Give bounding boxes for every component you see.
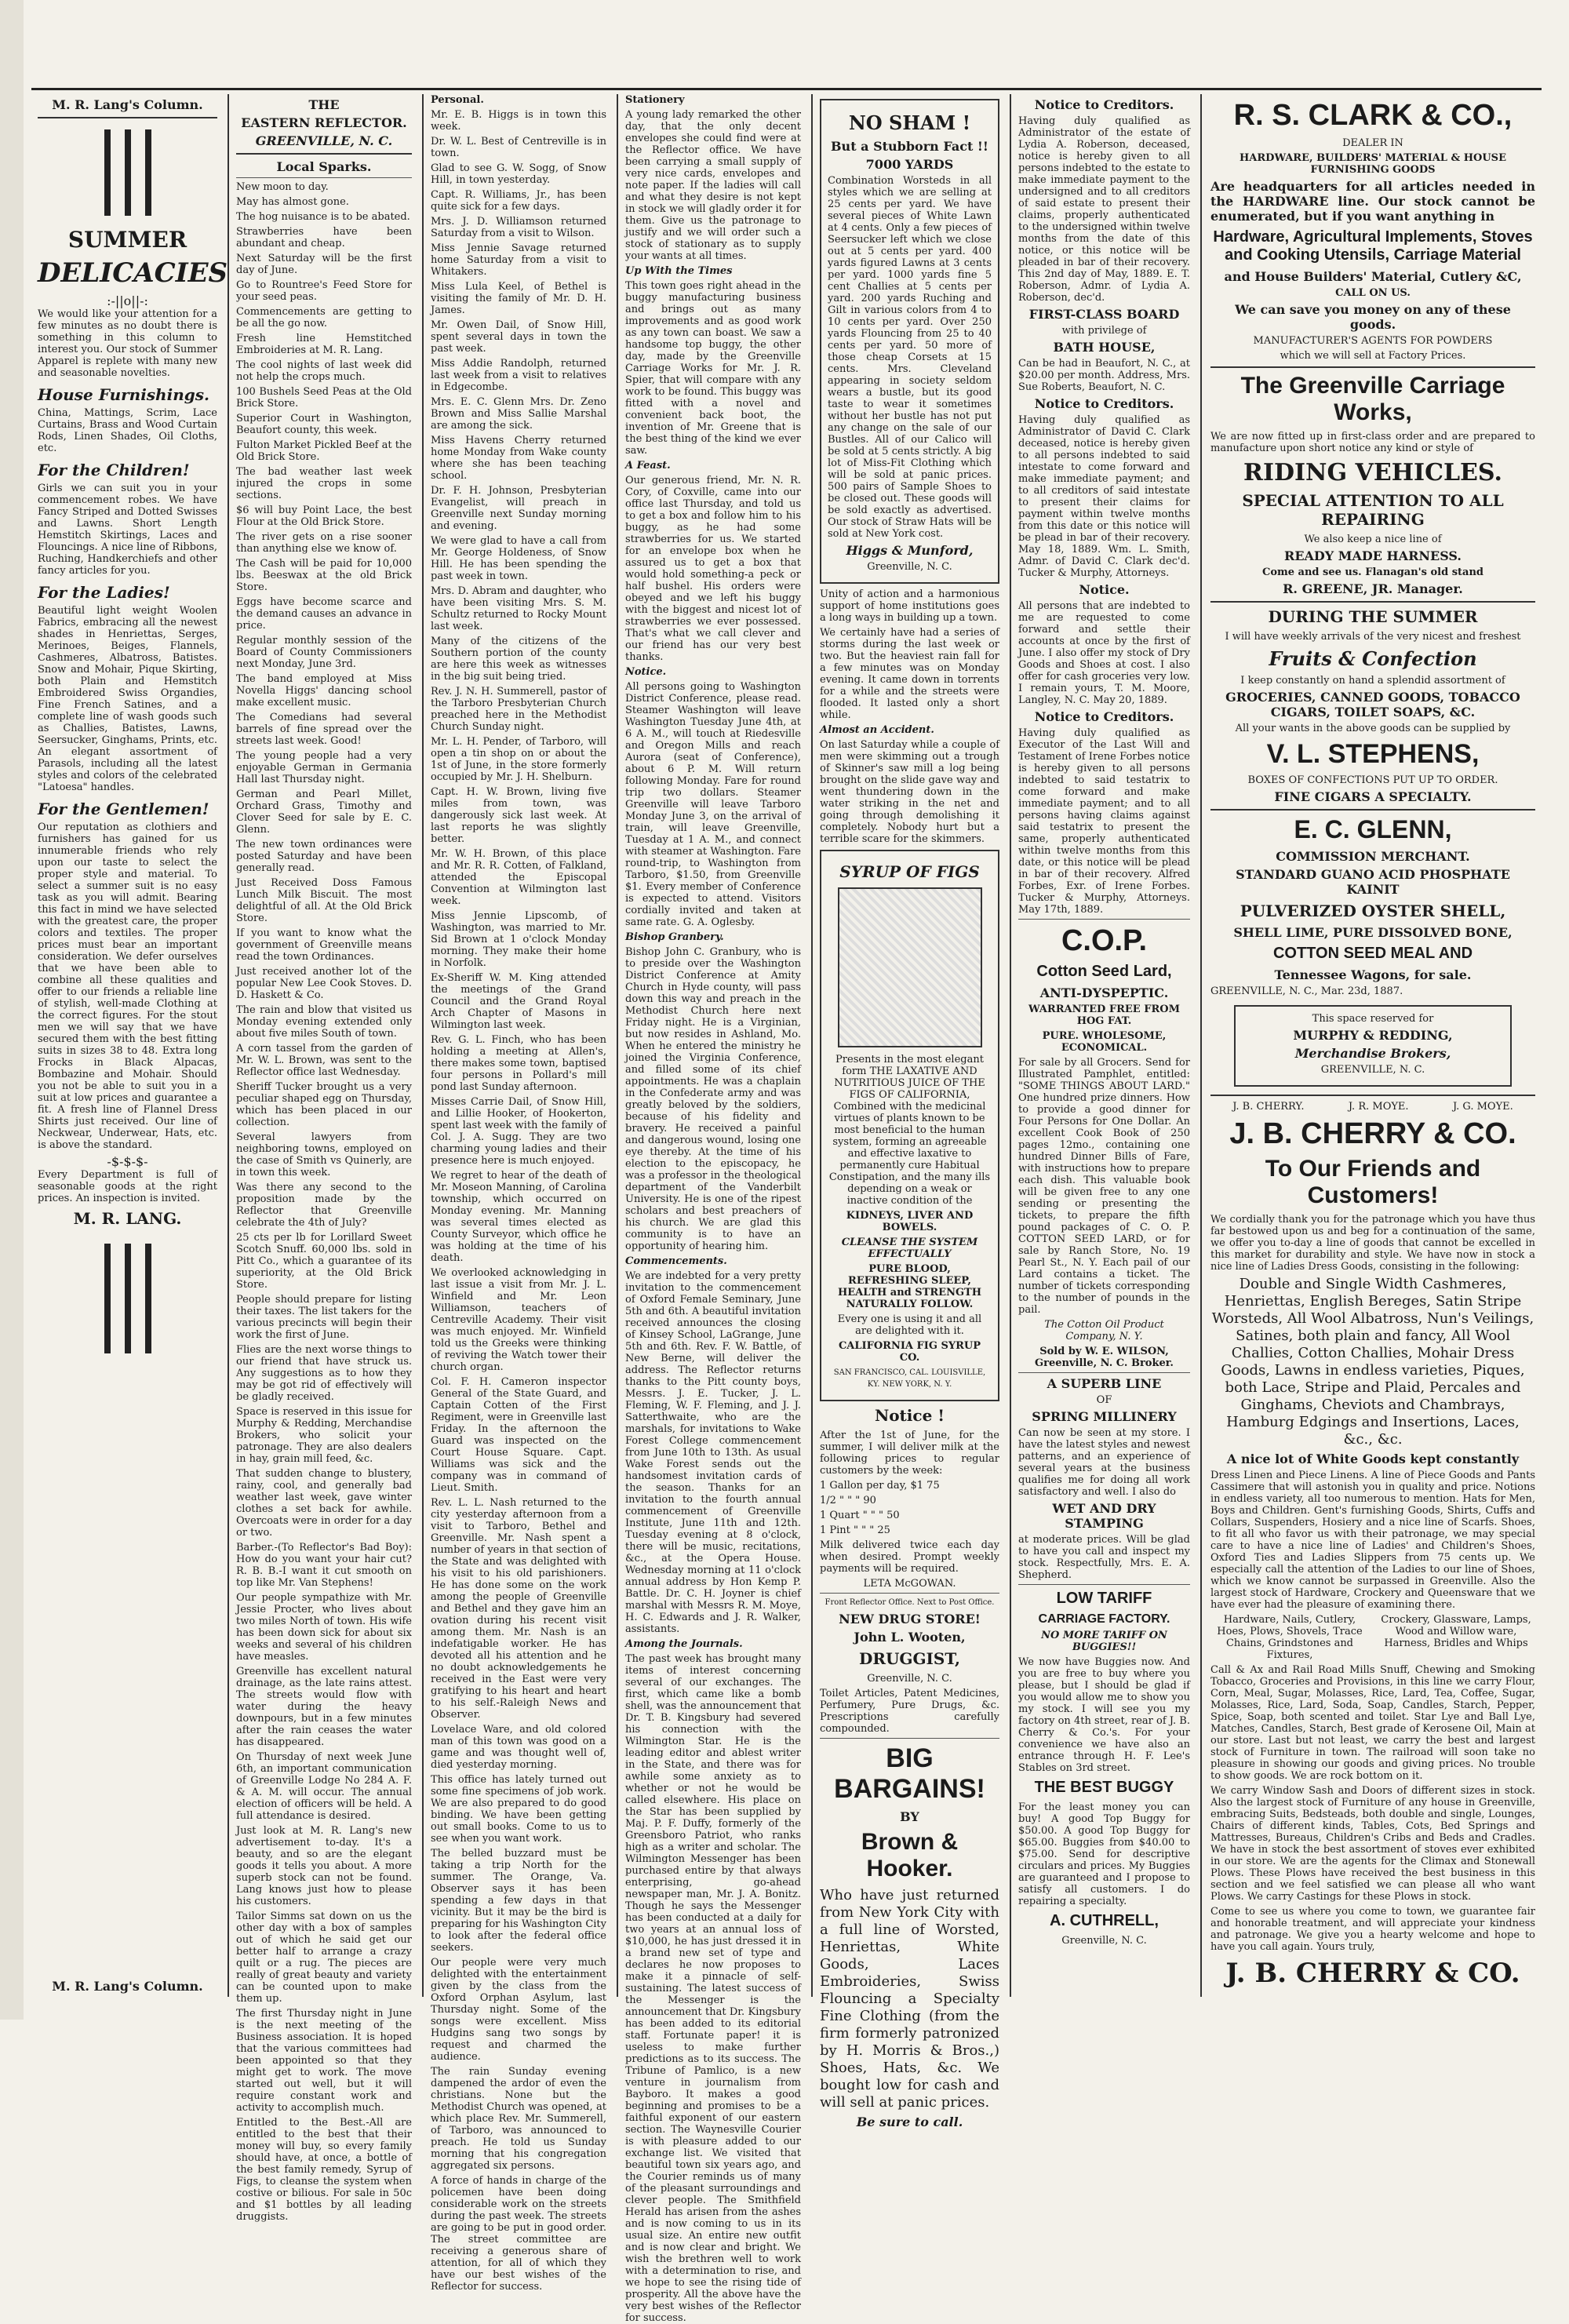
children-text: Girls we can suit you in your commencement robes. We have Fancy Striped and Dotted Swisses and Lawns. Short Length Hemstitch Skirtings, Laces and Flouncings. A nice line of Ribbons, Ruching, Handkerchiefs and other fancy articles for you. <box>38 483 217 577</box>
local-item: The young people had a very enjoyable German in Germania Hall last Thursday night. <box>236 750 412 785</box>
drug-text: Toilet Articles, Patent Medicines, Perfumery, Pure Drugs, &c. Prescriptions carefully compounded. <box>820 1688 999 1735</box>
bb-text: Who have just returned from New York City with a full line of Worsted, Henriettas, White Goods, Laces Embroideries, Swiss Flouncing a Specialty Fine Clothing (from the firm formerly patronized by H. Morris & Bros.,) Shoes, Hats, &c. We bought low for cash and will sell at panic prices. <box>820 1887 999 2111</box>
fruits-title: Fruits & Confection <box>1269 647 1477 670</box>
personal-item: Dr. F. H. Johnson, Presbyterian Evangelist, will preach in Greenville next Sunday morning and evening. <box>431 485 606 532</box>
local-item: Commencements are getting to be all the go now. <box>236 306 412 330</box>
local-item: The bad weather last week injured the crops in some sections. <box>236 466 412 501</box>
personal-item: We were glad to have a call from Mr. George Holdeness, of Snow Hill. He has been spending the past week in town. <box>431 535 606 582</box>
buggy-text: For the least money you can buy! A good Top Buggy for $50.00. A good Top Buggy for $65.00. Buggies from $40.00 to $75.00. Send for descriptive circulars and prices. My Buggies are guaranteed and I propose to satisfy all customers. I do repairing a specialty. <box>1018 1801 1190 1907</box>
decorative-ornament <box>38 129 217 216</box>
summer-title: DURING THE SUMMER <box>1268 607 1478 626</box>
local-item: Was there any second to the proposition made by the Reflector that Greenville celebrate the 4th of July? <box>236 1182 412 1229</box>
vls-title: V. L. STEPHENS, <box>1266 739 1480 769</box>
column-rule <box>1010 94 1011 1997</box>
bb-by: BY <box>900 1809 919 1824</box>
ladies-text: Beautiful light weight Woolen Fabrics, embracing all the newest shades in Henriettas, Serges, Merinoes, Beiges, Flannels, Cashmeres, Albatross, Batistes. Snow and Mohair, Pique Skirting, both Plain and Hemstitch Embroidered Swiss Organdies, Fine French Satines, and a complete line of wash goods such as Challies, Batistes, Lawns, Seersucker, Ginghams, Prints, etc. An elegant assortment of Parasols, including all the latest styles and colors of the celebrated "Latoesa" handles. <box>38 605 217 793</box>
space-line-2: MURPHY & REDDING, <box>1293 1028 1453 1043</box>
ecg-date: GREENVILLE, N. C., Mar. 23d, 1887. <box>1210 985 1403 997</box>
times-text: This town goes right ahead in the buggy manufacturing business and brings out as many improvements and as good work as any town can boast. We saw a handsome top buggy, the other day, made by the Greenville Carriage Works for Mr. J. R. Spier, that will compare with any work to be found. This buggy was fitted with a novel and convenient back boot, the invention of Mr. Greene that is the best thing of the kind we ever saw. <box>625 280 801 457</box>
cop-warr: WARRANTED FREE FROM HOG FAT. <box>1028 1004 1180 1027</box>
divider <box>236 177 412 178</box>
local-item: Fulton Market Pickled Beef at the Old Brick Store. <box>236 439 412 463</box>
personal-item: The rain Sunday evening dampened the ardor of even the christians. None but the Methodist Church was opened, at which place Rev. Mr. Summerell, of Tarboro, was announced to preach. He told us Sunday morning that his congregation aggregated six persons. <box>431 2066 606 2172</box>
drug-title: NEW DRUG STORE! <box>839 1612 981 1626</box>
local-item: Several lawyers from neighboring towns, employed on the case of Smith vs Quinerly, are in town this week. <box>236 1131 412 1178</box>
local-item: 25 cts per lb for Lorillard Sweet Scotch Snuff. 60,000 lbs. sold in Pitt Co., which a guarantee of its superiority, at the Old Brick Store. <box>236 1232 412 1291</box>
syrup-illustration <box>838 887 982 1047</box>
rsc-save: We can save you money on any of these goods. <box>1235 302 1511 332</box>
rsc-price: which we will sell at Factory Prices. <box>1280 350 1466 362</box>
col-ads-c <box>1204 94 1542 1997</box>
local-item: The band employed at Miss Novella Higgs' dancing school make excellent music. <box>236 673 412 708</box>
lang-header: M. R. Lang's Column. <box>52 97 203 112</box>
personal-item: A force of hands in charge of the policemen have been doing considerable work on the streets during the past week. The streets are going to be put in good order. The street committee are receiving a generous share of attention, for all of which they have our best wishes of the Reflector for success. <box>431 2175 606 2293</box>
syrup-cities: SAN FRANCISCO, CAL. LOUISVILLE, KY. NEW YORK, N. Y. <box>833 1368 986 1389</box>
syrup-ad <box>820 850 999 1401</box>
rsc-dealer: DEALER IN <box>1342 137 1403 149</box>
ecg-line-2: PULVERIZED OYSTER SHELL, <box>1240 902 1506 920</box>
groceries-line: GROCERIES, CANNED GOODS, TOBACCO CIGARS, TOILET SOAPS, &C. <box>1225 690 1520 719</box>
drug-name: John L. Wooten, <box>854 1630 966 1645</box>
milk-price-row: 1/2 " " " 90 <box>820 1495 876 1506</box>
bb-title: BIG BARGAINS! <box>834 1743 985 1804</box>
rsc-big: Hardware, Agricultural Implements, Stoves and Cooking Utensils, Carriage Material <box>1213 228 1533 264</box>
gcw-text: We are now fitted up in first-class order and are prepared to manufacture upon short notice any kind or style of <box>1210 431 1535 454</box>
personal-item: Mrs. D. Abram and daughter, who have been visiting Mrs. S. M. Schultz returned to Rocky Mount last week. <box>431 585 606 632</box>
millinery-of: OF <box>1096 1394 1112 1406</box>
creditors2-title: Notice to Creditors. <box>1034 396 1174 411</box>
personal-title: Personal. <box>431 94 484 106</box>
every-dept: Every Department is full of seasonable goods at the right prices. An inspection is invited. <box>38 1169 217 1204</box>
local-item: 100 Bushels Seed Peas at the Old Brick Store. <box>236 386 412 410</box>
gcw-sig: R. GREENE, JR. Manager. <box>1283 581 1463 596</box>
gentlemen-text: Our reputation as clothiers and furnishers has gained for us innumerable friends who rely upon our taste to select the proper style and material. To select a summer suit is no easy task as you will admit. Bearing this fact in mind we have selected with the greatest care, the proper colors and textiles. The proper prices must bear an important consideration. We defer ourselves that we have been able to combine all these qualities and offer to our friends a reliable line of stylish, well-made Clothing at the correct figures. For the stout men we will say that we have secured them with the best fitting suits in sizes 38 to 48. Extra long Frocks in Black Alpacas, Bombazine and Mohair. Should you not be able to suit you in a suit at low prices and guarantee a fit. A fresh line of Flannel Dress Shirts just received. Our line of Neckwear, Underwear, Hats, etc. is above the standard. <box>38 821 217 1151</box>
local-item: People should prepare for listing their taxes. The list takers for the various precincts will begin their work the first of June. <box>236 1294 412 1341</box>
personal-item: Miss Jennie Lipscomb, of Washington, was married to Mr. Sid Brown at 1 o'clock Monday morning. They make their home in Norfolk. <box>431 910 606 969</box>
syrup-kidneys: KIDNEYS, LIVER AND BOWELS. <box>846 1210 974 1233</box>
journals-text: The past week has brought many items of interest concerning several of our exchanges. The first, which came like a bomb shell, was the announcement that Dr. T. B. Kingsbury had severed his connection with the Wilmington Star. He is the leading editor and ablest writer in the State, and there was for awhile some anxiety as to whether or not he would be called elsewhere. His place on the Star has been supplied by Maj. P. F. Duffy, formerly of the Greensboro Patriot, who ranks high as a writer and scholar. The Wilmington Messenger has been purchased entire by that always enterprising, go-ahead newspaper man, Mr. J. A. Bonitz. Though he says the Messenger has been conducted at a daily for two years at an annual loss of $10,000, he has just dressed it in a brand new set of type and declares he now proposes to make it a pinnacle of self-sustaining. The latest success of the Messenger is the announcement that Dr. Kingsbury has been added to its editorial staff. Fortunate paper! it is useless to make further predictions as to its success. The Tribune of Pamlico, is a new venture in journalism from Bayboro. It makes a good beginning and promises to be a faithful exponent of our eastern section. The Waynesville Courier is with pleasure added to our exchange list. We visited that beautiful town six years ago, and the Courier reminds us of many of the pleasant surroundings and clever people. The Smithfield Herald has arisen from the ashes and is now coming to us in its usual size. An entire new outfit and is now clear and bright. We wish the brethren well to work with a determination to rise, and we hope to see the rising tide of prosperity. All the above have the very best wishes of the Reflector for success. <box>625 1653 801 2324</box>
nosham-title: NO SHAM ! <box>848 111 971 134</box>
personal-item: Mrs. J. D. Williamson returned Saturday from a visit to Wilson. <box>431 216 606 239</box>
local-sparks-title: Local Sparks. <box>276 159 372 174</box>
tariff-sub: CARRIAGE FACTORY. <box>1038 1612 1170 1626</box>
local-item: May has almost gone. <box>236 196 349 208</box>
personal-item: We overlooked acknowledging in last issue a visit from Mr. J. L. Winfield and Mr. Leon Williamson, teachers of Centreville Academy. Their visit was much enjoyed. Mr. Winfield told us the Greeks were thinking of reviving the Watch tower their church organ. <box>431 1267 606 1373</box>
milk-price-row: 1 Pint " " " 25 <box>820 1524 890 1536</box>
personal-item: Miss Havens Cherry returned home Monday from Wake county where she has been teaching school. <box>431 435 606 482</box>
board-sub: with privilege of <box>1061 325 1147 337</box>
creditors1-text: Having duly qualified as Administrator of the estate of Lydia A. Roberson, deceased, notice is hereby given to all persons indebted to the estate to make immediate payment to the undersigned and to all creditors of said estate to present their claims, properly authenticated to the undersigned within twelve months from the date of this notice, or this notice will be pleaded in bar of their recovery. This 2nd day of May, 1889. E. T. Roberson, Admr. of Lydia A. Roberson, dec'd. <box>1018 115 1190 304</box>
local-item: A corn tassel from the garden of Mr. W. L. Brown, was sent to the Reflector office last Wednesday. <box>236 1043 412 1078</box>
millinery-wet: WET AND DRY STAMPING <box>1052 1501 1156 1531</box>
millinery-text2: at moderate prices. Will be glad to have you call and inspect my stock. Respectfully, Mrs. E. A. Shepherd. <box>1018 1534 1190 1581</box>
space-line-3: Merchandise Brokers, <box>1294 1046 1451 1061</box>
masthead-the: THE <box>308 97 340 112</box>
storms-text: We certainly have had a series of storms during the last week or two. But the heaviest rain fall for a few minutes was on Monday evening. It came down in torrents for a while and the streets were flooded. It lasted only a short while. <box>820 627 999 721</box>
personal-item: Rev. L. L. Nash returned to the city yesterday afternoon from a visit to Tarboro, Bethel and Greenville. Mr. Nash spent a number of years in that section of the State and was delighted with his visit to his old parishioners. He has done some on the work among the people of Greenville and Bethel and they gave him an ovation during his recent visit among them. Mr. Nash is an indefatigable worker. He has devoted all his attention and he no doubt acknowledgements he received in the East were very gratifying to his heart and heart to his self.-Raleigh News and Observer. <box>431 1497 606 1721</box>
local-item: Barber.-(To Reflector's Bad Boy): How do you want your hair cut? R. B. B.-I want it cut smooth on top like Mr. Van Stephens! <box>236 1542 412 1589</box>
local-item: On Thursday of next week June 6th, an important communication of Greenville Lodge No 284 A. F. & A. M. will occur. The annual election of officers will be held. A full attendance is desired. <box>236 1751 412 1822</box>
feast-text: Our generous friend, Mr. N. R. Cory, of Coxville, came into our office last Thursday, and told us to get a box and follow him to his buggy, as he had some strawberries for us. We started for an envelope box when he assured us to get a box that would hold something-a peck or half bushel. His orders were obeyed and we left his buggy with the biggest and nicest lot of strawberries we ever possessed. That's what we call clever and our friend has our very best thanks. <box>625 475 801 663</box>
stationery-text: A young lady remarked the other day, that the only decent envelopes she could find were at the Reflector office. We have been carrying a small supply of very nice cards, envelopes and note paper. If the ladies will call and what they desire is not kept in stock we will gladly order it for them. Give us the patronage to justify and we will order such a stock of stationary as to supply your wants at all times. <box>625 109 801 262</box>
column-rule <box>422 94 424 1997</box>
divider <box>1018 1584 1190 1585</box>
personal-item: Capt. H. W. Brown, living five miles from town, was dangerously sick last week. At last reports he was slightly better. <box>431 786 606 845</box>
rsc-text: Are headquarters for all articles needed in the HARDWARE line. Our stock cannot be enumerated, but if you want anything in <box>1210 179 1535 224</box>
divider <box>820 1593 999 1594</box>
personal-item: Glad to see G. W. Sogg, of Snow Hill, in town yesterday. <box>431 162 606 186</box>
boxes-line: BOXES OF CONFECTIONS PUT UP TO ORDER. <box>1247 774 1498 786</box>
local-item: If you want to know what the government of Greenville means read the town Ordinances. <box>236 927 412 963</box>
local-item: Go to Rountree's Feed Store for your seed peas. <box>236 279 412 303</box>
cop-sub: Cotton Seed Lard, <box>1036 963 1172 980</box>
personal-item: This office has lately turned out some fine specimens of job work. We are also prepared to do good binding. We have been getting out small books. Come to us to see when you want work. <box>431 1774 606 1845</box>
divider <box>1210 601 1535 603</box>
house-text: China, Mattings, Scrim, Lace Curtains, Brass and Wood Curtain Rods, Linen Shades, Oil Cloths, etc. <box>38 407 217 454</box>
jbc-col-b: Crockery, Glassware, Lamps, Wood and Willow ware, Harness, Bridles and Whips <box>1381 1614 1531 1649</box>
moore-notice-text: All persons that are indebted to me are requested to come forward and settle their accounts at once by the first of June. I also offer my stock of Dry Goods and Shoes at cost. I also offer for cash groceries very low. I remain yours, T. M. Moore, Langley, N. C. May 20, 1889. <box>1018 600 1190 706</box>
local-item: The Cash will be paid for 10,000 lbs. Beeswax at the old Brick Store. <box>236 558 412 593</box>
partner-name: J. R. MOYE. <box>1348 1101 1409 1113</box>
gcw-title: The Greenville Carriage Works, <box>1240 373 1505 425</box>
feast-title: A Feast. <box>625 460 671 472</box>
creditors1-title: Notice to Creditors. <box>1034 97 1174 112</box>
nosham-text: Combination Worsteds in all styles which we are selling at 25 cents per yard. We have several pieces of White Lawn at 4 cents. Only a few pieces of Seersucker left which we close out at 5 cents per yard. 400 yards figured Lawns at 3 cents per yard. 1000 yards fine 5 cent Challies at 5 cents per yard. 200 yards Ruching and Gilt in various colors from 4 to 10 cents per yard. Over 250 yards Flouncing from 25 to 40 cents per yard. 50 more of those cheap Corsets at 15 cents. Mrs. Cleveland appearing in society seldom wears a bustle, but its good taste to wear it sometimes without her bustle has not put any change on the sale of our Bustles. All of our Calico will be sold at 5 cents strictly. A big lot of Miss-Fit Clothing which will be sold at panic prices. 500 pairs of Sample Shoes to be closed out. These goods will be sold exactly as advertised. Our stock of Straw Hats will be sold at New York cost. <box>828 175 992 540</box>
tariff-title: LOW TARIFF <box>1056 1590 1152 1607</box>
local-item: New moon to day. <box>236 181 329 193</box>
col-ads-a <box>814 94 1006 2129</box>
jbc-thank: We cordially thank you for the patronage which you have thus far bestowed upon us and beg for a continuation of the same, we offer you to-day a line of goods that cannot be excelled in this market for durability and style. We have now in stock a nice line of Ladies Dress Goods, consisting in the following: <box>1210 1214 1535 1273</box>
accident-text: On last Saturday while a couple of men were skimming out a trough of Skinner's saw mill a log being brought on the slide gave way and went thundering down in the water striking in the net and going through demolishing it completely. Nobody hurt but a terrible scare for the skimmers. <box>820 739 999 845</box>
local-item: $6 will buy Point Lace, the best Flour at the Old Brick Store. <box>236 505 412 528</box>
local-item: Strawberries have been abundant and cheap. <box>236 226 412 250</box>
creditors3-title: Notice to Creditors. <box>1034 709 1174 724</box>
personal-item: Mrs. E. C. Glenn Mrs. Dr. Zeno Brown and Miss Sallie Marshal are among the sick. <box>431 396 606 432</box>
personal-item: Mr. W. H. Brown, of this place and Mr. R. R. Cotten, of Falkland, attended the Episcopal Convention at Wilmington last week. <box>431 848 606 907</box>
jbc-goods: Double and Single Width Cashmeres, Henriettas, English Bereges, Satin Stripe Worsteds, All Wool Albatross, Nun's Veilings, Satines, both plain and fancy, All Wool Challies, Cotton Challies, Mohair Dress Goods, Lawns in endless varieties, Piques, both Lace, Stripe and Plaid, Percales and Ginghams, Cheviots and Chambrays, Hamburg Edgings and Insertions, Laces, &c., &c. <box>1211 1276 1534 1448</box>
summer-text: I will have weekly arrivals of the very nicest and freshest <box>1225 631 1521 643</box>
local-item: The new town ordinances were posted Saturday and have been generally read. <box>236 839 412 874</box>
board-title: FIRST-CLASS BOARD <box>1028 307 1180 322</box>
local-item: Next Saturday will be the first day of June. <box>236 253 412 276</box>
fruits-text: I keep constantly on hand a splendid assortment of <box>1240 675 1505 687</box>
divider <box>236 153 412 155</box>
delicacies-title: DELICACIES <box>38 257 228 289</box>
local-item: The river gets on a rise sooner than anything else we know of. <box>236 531 412 555</box>
syrup-pure: PURE BLOOD, REFRESHING SLEEP, HEALTH and STRENGTH NATURALLY FOLLOW. <box>837 1263 982 1310</box>
personal-items <box>431 109 606 2293</box>
local-item: The Comedians had several barrels of fine spread over the streets last week. Good! <box>236 712 412 747</box>
buggy-place: Greenville, N. C. <box>1061 1935 1147 1947</box>
personal-item: Miss Addie Randolph, returned last week from a visit to relatives in Edgecombe. <box>431 358 606 393</box>
rsc-house: and House Builders' Material, Cutlery &C, <box>1224 269 1522 284</box>
ornament-separator: -$-$-$- <box>107 1154 148 1169</box>
rsc-title: R. S. CLARK & CO., <box>1233 99 1513 132</box>
local-item: Just look at M. R. Lang's new advertisement to-day. It's a beauty, and so are the elegant goods it tells you about. A more superb stock can not be found. Lang knows just how to please his customers. <box>236 1825 412 1907</box>
local-item: Our people sympathize with Mr. Jessie Procter, who lives about two miles North of town. His wife has been down sick for about six weeks and several of his children have measles. <box>236 1592 412 1663</box>
notice-title: Notice. <box>625 666 667 678</box>
milk-notice-text: After the 1st of June, for the summer, I will deliver milk at the following prices to regular customers by the week: <box>820 1430 999 1477</box>
jbc-sig: J. B. CHERRY & CO. <box>1225 1958 1520 1989</box>
syrup-head: SYRUP OF FIGS <box>839 862 980 881</box>
syrup-text: Presents in the most elegant form THE LAXATIVE AND NUTRITIOUS JUICE OF THE FIGS OF CALIFORNIA, Combined with the medicinal virtues of plants known to be most beneficial to the human system, forming an agreeable and effective laxative to permanently cure Habitual Constipation, and the many ills depending on a weak or inactive condition of the <box>828 1054 991 1207</box>
personal-item: Mr. L. H. Pender, of Tarboro, will open a tin shop on or about the 1st of June, in the store formerly occupied by Mr. J. H. Shelburn. <box>431 736 606 783</box>
bishop-text: Bishop John C. Granbury, who is to preside over the Washington District Conference at Amity Church in Hyde county, will pass down this way and preach in the Methodist Church here next Friday night. He is a Virginian, but now resides in Ashland, Mo. When he entered the ministry he joined the Virginia Conference, and filled some of its chief appointments. He was a chaplain in the Confederate army and was greatly beloved by the soldiers, because of his fidelity and bravery. He received a painful and dangerous wound, losing one eye thereby. At the time of his election to the episcopacy, he was a professor in the theological department of the Vanderbilt University. He is one of the ripest scholars and best preachers of his church. We are glad this community is to have an opportunity of hearing him. <box>625 946 801 1252</box>
column-rule <box>228 94 229 1997</box>
column-rule <box>1200 94 1202 1997</box>
local-item: Superior Court in Washington, Beaufort county, this week. <box>236 413 412 436</box>
gentlemen-title: For the Gentlemen! <box>38 800 209 818</box>
decorative-ornament <box>38 1244 217 1353</box>
notice-text: All persons going to Washington District Conference, please read. Steamer Washington will leave Washington Tuesday June 4th, at 6 A. M., will touch at Riedesville and Oregon Mills and reach Aurora (seat of Conference), about 6 P. M. Will return following Monday. Fare for round trip two dollars. Steamer Greenville will leave Tarboro Monday June 3, on the arrival of train, will leave Greenville, Tuesday at 1 A. M., and connect with steamer at Washington. Fare round-trip, to Washington from Tarboro, $1.50, from Greenville $1. Every member of Conference is expected to attend. Visitors cordially invited and taken at same rate. G. A. Oglesby. <box>625 681 801 928</box>
journals-title: Among the Journals. <box>625 1638 743 1650</box>
local-item: Just Received Doss Famous Lunch Milk Biscuit. The most delightful of all. At the Old Brick Store. <box>236 877 412 924</box>
bb-sig: Be sure to call. <box>856 2115 963 2129</box>
drug-role: DRUGGIST, <box>858 1649 960 1668</box>
personal-item: Capt. R. Williams, Jr., has been quite sick for a few days. <box>431 189 606 213</box>
milk-prices <box>820 1480 999 1536</box>
wants-line: All your wants in the above goods can be supplied by <box>1235 723 1511 734</box>
tariff-text: We now have Buggies now. And you are free to buy where you please, but I should be glad if you would allow me to show you my stock. I will see you my factory on 4th street, rear of J. B. Cherry & Co.'s. For your convenience we have also an entrance through H. F. Lee's Stables on 3rd street. <box>1018 1656 1190 1774</box>
space-line-1: This space reserved for <box>1312 1013 1434 1025</box>
jbc-col-a: Hardware, Nails, Cutlery, Hoes, Plows, Shovels, Trace Chains, Grindstones and Fixtures, <box>1217 1614 1363 1661</box>
rsc-mfr: MANUFACTURER'S AGENTS FOR POWDERS <box>1253 335 1493 347</box>
house-title: House Furnishings. <box>38 385 209 404</box>
col-local <box>230 94 418 2223</box>
gcw-riding: RIDING VEHICLES. <box>1243 459 1502 486</box>
local-item: Tailor Simms sat down on us the other day with a box of samples out of which he said get our better half to arrange a crazy quilt or a rug. The pieces are really of great beauty and variety can be counted upon to make them up. <box>236 1911 412 2005</box>
nosham-yards: 7000 YARDS <box>865 157 954 172</box>
commencements-text: We are indebted for a very pretty invitation to the commencement of Oxford Female Seminary, June 5th and 6th. A beautiful invitation received announces the closing of Kinsey School, LaGrange, June 5th and 6th. Rev. F. W. Battle, of New Berne, will deliver the address. The Reflector returns thanks to the Pitt county boys, Messrs. J. E. Tucker, J. L. Fleming, W. F. Fleming, and J. J. Satterthwaite, who are the marshals, for invitations to Wake Forest College commencement from June 10th to 13th. As usual Wake Forest sends out the handsomest invitation cards of the season. Thanks for an invitation to the fourth annual commencement of Greenville Institute, June 11th and 12th. Tuesday evening at 8 o'clock, there will be music, recitations, &c., at the Opera House. Wednesday morning at 11 o'clock annual address by Hon Kemp P. Battle. Dr. C. H. Joyner is chief marshal with Messrs R. M. Moye, H. C. Edwards and J. R. Walker, assistants. <box>625 1270 801 1635</box>
jbc-white: A nice lot of White Goods kept constantly <box>1226 1452 1520 1466</box>
jbc-call: Call & Ax and Rail Road Mills Snuff, Chewing and Smoking Tobacco, Groceries and Provisions, in this line we carry Flour, Corn, Meal, Sugar, Molasses, Rice, Lard, Tea, Coffee, Sugar, Molasses, Rice, Lard, Soda, Soap, Candles, Starch, Pepper, Spice, Soap, both scented and toilet. Star Lye and Ball Lye, Matches, Candles, Starch, Best grade of Kerosene Oil, Main at our store. Last but not least, we carry the best and largest stock of Furniture in town. The railroad will soon take no pleasure in showing our goods and giving prices. No trouble to show goods. We are rock bottom on it. <box>1210 1664 1535 1782</box>
personal-item: Many of the citizens of the Southern portion of the county are here this week as witnesses in the big suit being tried. <box>431 636 606 683</box>
summer-title: SUMMER <box>67 227 187 253</box>
page-margin-strip <box>0 0 24 2020</box>
nosham-place: Greenville, N. C. <box>867 561 952 573</box>
personal-item: Col. F. H. Cameron inspector General of the State Guard, and Captain Cotten of the First Regiment, were in Greenville last Friday. In the afternoon the Guard was inspected on the Court House Square. Capt. Williams was sick and the company was in command of Lieut. Smith. <box>431 1376 606 1494</box>
column-rule <box>617 94 618 1997</box>
millinery-title: A SUPERB LINE <box>1047 1376 1162 1391</box>
divider <box>1018 919 1190 920</box>
stationery-title: Stationery <box>625 94 685 106</box>
local-item: Space is reserved in this issue for Murphy & Redding, Merchandise Brokers, who solicit your patronage. They are also dealers in hay, grain mill feed, &c. <box>236 1406 412 1465</box>
local-item: Fresh line Hemstitched Embroideries at M. R. Lang. <box>236 333 412 356</box>
col-ads-b <box>1012 94 1196 1997</box>
personal-item: Miss Lula Keel, of Bethel is visiting the family of Mr. D. H. James. <box>431 281 606 316</box>
local-item: Regular monthly session of the Board of County Commissioners next Monday, June 3rd. <box>236 635 412 670</box>
board-text: Can be had in Beaufort, N. C., at $20.00 per month. Address, Mrs. Sue Roberts, Beaufort, N. C. <box>1018 358 1190 393</box>
divider <box>820 1738 999 1739</box>
masthead-title: EASTERN REFLECTOR. <box>241 115 407 130</box>
board-bath: BATH HOUSE, <box>1053 340 1156 355</box>
local-item: German and Pearl Millet, Orchard Grass, Timothy and Clover Seed for sale by E. C. Glenn. <box>236 789 412 836</box>
divider <box>1210 809 1535 810</box>
jbc-window: We carry Window Sash and Doors of different sizes in stock. Also the largest stock of Furniture of any house in Greenville, embracing Suits, Bedsteads, both double and single, Lounges, Chairs of different kinds, Tables, Cots, Bed Springs and Mattresses, Bureaus, Children's Cribs and Beds and Cradles. We have in stock the best assortment of stoves ever exhibited in our store. We are the agents for the Climax and Stonewall Plows. These Plows have received the best business in this section and we feel satisfied we can please all who want Plows. We carry Castings for these Plows in stock. <box>1210 1785 1535 1903</box>
entitled-text: Entitled to the Best.-All are entitled to the best that their money will buy, so every family should have, at once, a bottle of the best family remedy, Syrup of Figs, to cleanse the system when costive or bilious. For sale in 50c and $1 bottles by all leading druggists. <box>236 2117 412 2223</box>
personal-item: The belled buzzard must be taking a trip North for the summer. The Orange, Va. Observer says it has been spending a few days in that vicinity. But it may be the bird is preparing for his Washington City to look after the federal office seekers. <box>431 1848 606 1954</box>
nosham-sub: But a Stubborn Fact !! <box>831 139 988 154</box>
syrup-mfg: CALIFORNIA FIG SYRUP CO. <box>838 1340 981 1364</box>
local-item: Greenville has excellent natural drainage, as the late rains attest. The streets would flow with water during the heavy downpours, but in a few minutes after the rain ceases the water has disappeared. <box>236 1666 412 1748</box>
local-item: The cool nights of last week did not help the crops much. <box>236 359 412 383</box>
local-item: Just received another lot of the popular New Lee Cook Stoves. D. D. Haskett & Co. <box>236 966 412 1001</box>
milk-price-row: 1 Quart " " " 50 <box>820 1510 900 1521</box>
personal-item: Miss Jennie Savage returned home Saturday from a visit to Whitakers. <box>431 242 606 278</box>
ecg-line-4: COTTON SEED MEAL AND <box>1272 945 1473 962</box>
jbc-come: Come to see us where you come to town, we guarantee fair and honorable treatment, and will appreciate your kindness and patronage. We give you a hearty welcome and hope to have you call again. Yours truly, <box>1210 1906 1535 1953</box>
cop-pure: PURE. WHOLESOME, ECONOMICAL. <box>1042 1030 1167 1054</box>
divider <box>1210 366 1535 368</box>
creditors3-text: Having duly qualified as Executor of the Last Will and Testament of Irene Forbes notice is hereby given to all persons indebted to said testatrix to come forward and make immediate payment; and to all persons having claims against said testatrix to present the same, properly authenticated within twelve months from this date, or this notice will be plead in bar of their recovery. Alfred Forbes, Exr. of Irene Forbes. Tucker & Murphy, Attorneys. May 17th, 1889. <box>1018 727 1190 916</box>
milk-notice-title: Notice ! <box>874 1406 945 1425</box>
col-news <box>619 94 807 2324</box>
cigars-line: FINE CIGARS A SPECIALTY. <box>1274 789 1472 804</box>
nosham-sig: Higgs & Munford, <box>846 543 974 558</box>
lang-signature: M. R. LANG. <box>73 1209 182 1228</box>
personal-item: Our people were very much delighted with the entertainment given by the class from the Oxford Orphan Asylum, last Thursday night. Some of the songs were excellent. Miss Hudgins sang two songs by request and charmed the audience. <box>431 1957 606 2063</box>
partner-name: J. B. CHERRY. <box>1232 1101 1305 1113</box>
cop-title: C.O.P. <box>1061 924 1148 957</box>
milk-more: Milk delivered twice each day when desired. Prompt weekly payments will be required. <box>820 1539 999 1575</box>
ecg-line-3: SHELL LIME, PURE DISSOLVED BONE, <box>1233 925 1513 940</box>
milk-price-row: 1 Gallon per day, $1 75 <box>820 1480 940 1492</box>
space-line-4: GREENVILLE, N. C. <box>1320 1064 1425 1076</box>
local-item: The hog nuisance is to be abated. <box>236 211 410 223</box>
drug-top: Front Reflector Office. Next to Post Office. <box>825 1598 995 1607</box>
ecg-sub: COMMISSION MERCHANT. <box>1276 849 1470 864</box>
personal-item: Rev. G. L. Finch, who has been holding a meeting at Allen's, there makes some town, baptised four persons in Pollard's mill pond last Sunday afternoon. <box>431 1034 606 1093</box>
local-item: Eggs have become scarce and the demand causes an advance in price. <box>236 596 412 632</box>
personal-item: Ex-Sheriff W. M. King attended the meetings of the Grand Council and the Grand Royal Arch Chapter of Masons in Wilmington last week. <box>431 972 606 1031</box>
local-items <box>236 181 412 2114</box>
jbc-head: To Our Friends and Customers! <box>1265 1156 1481 1208</box>
rsc-line: HARDWARE, BUILDERS' MATERIAL & HOUSE FURNISHING GOODS <box>1240 152 1506 176</box>
tariff-tag: NO MORE TARIFF ON BUGGIES!! <box>1041 1630 1167 1653</box>
local-item: The rain and blow that visited us Monday evening extended only about five miles South of town. <box>236 1004 412 1040</box>
gcw-come: Come and see us. Flanagan's old stand <box>1261 566 1484 578</box>
drug-place: Greenville, N. C. <box>867 1673 952 1685</box>
accident-title: Almost an Accident. <box>820 724 934 736</box>
times-title: Up With the Times <box>625 265 733 277</box>
ecg-line-1: STANDARD GUANO ACID PHOSPHATE KAINIT <box>1236 867 1510 897</box>
local-item: That sudden change to blustery, rainy, cool, and generally bad weather last week, gave winter clothes a set back for awhile. Overcoats were in order for a day or two. <box>236 1468 412 1539</box>
syrup-every: Every one is using it and all are delighted with it. <box>837 1313 982 1337</box>
partner-name: J. G. MOYE. <box>1452 1101 1513 1113</box>
gcw-harness: READY MADE HARNESS. <box>1284 548 1462 563</box>
column-rule <box>811 94 813 1997</box>
divider <box>38 117 217 118</box>
syrup-cleanse: CLEANSE THE SYSTEM EFFECTUALLY <box>841 1237 978 1260</box>
jbc-dress: Dress Linen and Piece Linens. A line of Piece Goods and Pants Cassimere that will astonish you in quality and price. Notions in endless variety, all too numerous to mention. Hats for Men, Boys and Children. Gent's furnishing Goods, Shirts, Cuffs and Collars, Suspenders, Hosiery and a nice line of Scarfs. Shoes, to fit all who favor us with their patronage, we may special care to have a nice line of Ladies' and Children's Shoes, Oxford Ties and Ladies Slippers from 75 cents up. We especially call the attention of the Ladies to our line of Shoes, which we know cannot be surpassed in Greenville. Also the largest stock of Hardware, Crockery and Queensware that we have ever had the pleasure of examining there. <box>1210 1470 1535 1611</box>
divider <box>1210 1095 1535 1096</box>
ornament-separator: :-||o||-: <box>107 293 148 308</box>
cop-company: The Cotton Oil Product Company, N. Y. <box>1044 1319 1164 1342</box>
jbc-columns <box>1210 1614 1535 1664</box>
milk-sig: LETA McGOWAN. <box>863 1578 956 1590</box>
personal-item: Lovelace Ware, and old colored man of this town was good on a game and was thought well of, died yesterday morning. <box>431 1724 606 1771</box>
bb-name: Brown & Hooker. <box>861 1829 959 1881</box>
col-lang <box>31 94 228 1997</box>
col-personal <box>424 94 613 2293</box>
top-rule <box>31 88 1542 90</box>
creditors2-text: Having duly qualified as Administrator of David C. Clark deceased, notice is hereby given to all persons indebted to said intestate to come forward and make immediate payment; and to all creditors of said intestate to present their claims for payment within twelve months from this date or this notice will be plead in bar of their recovery. May 18, 1889. Wm. L. Smith, Admr. of David C. Clark dec'd. Tucker & Murphy, Attorneys. <box>1018 414 1190 579</box>
personal-item: Mr. E. B. Higgs is in town this week. <box>431 109 606 133</box>
gcw-special: SPECIAL ATTENTION TO ALL REPAIRING <box>1242 491 1504 529</box>
millinery-text: Can now be seen at my store. I have the latest styles and newest patterns, and an experience of several years at the business qualifies me for doing all work satisfactory and well. I also do <box>1018 1427 1190 1498</box>
cop-anti: ANTI-DYSPEPTIC. <box>1039 985 1169 1000</box>
personal-item: Misses Carrie Dail, of Snow Hill, and Lillie Hooker, of Hookerton, spent last week with the family of Col. J. A. Sugg. They are two charming young ladies and their presence here is much enjoyed. <box>431 1096 606 1167</box>
children-title: For the Children! <box>38 461 190 479</box>
masthead-place: GREENVILLE, N. C. <box>255 133 393 148</box>
personal-item: Dr. W. L. Best of Centreville is in town. <box>431 136 606 159</box>
cop-text: For sale by all Grocers. Send for Illustrated Pamphlet, entitled: "SOME THINGS ABOUT LARD." One hundred prize dinners. How to provide a good dinner for Four Persons for One Dollar. An excellent Cook Book of 250 pages 12mo., containing one hundred Dinner Bills of Fare, with instructions how to prepare each dish. This valuable book will be given free to any one sending or presenting the tickets, to prepare the fifth pound packages of C. O. P. COTTON SEED LARD, or for sale by Ranch Store, No. 19 Pearl St., N. Y. Each pail of our Lard contains a ticket. The number of tickets corresponding to the number of pounds in the pail. <box>1018 1057 1190 1316</box>
personal-item: Mr. Owen Dail, of Snow Hill, spent several days in town the past week. <box>431 319 606 355</box>
murphy-space <box>1234 1005 1512 1087</box>
cop-sold: Sold by W. E. WILSON, Greenville, N. C. Broker. <box>1035 1346 1174 1369</box>
rsc-call: CALL ON US. <box>1335 287 1411 299</box>
bishop-title: Bishop Granbery. <box>625 931 724 943</box>
jbc-title: J. B. CHERRY & CO. <box>1229 1117 1516 1150</box>
local-item: The first Thursday night in June is the next meeting of the Business association. It is hoped that the various committees had been appointed so that they might get to work. The move started out well, but it will require constant work and activity to accomplish much. <box>236 2008 412 2114</box>
ecg-title: E. C. GLENN, <box>1294 815 1452 843</box>
lang-footer: M. R. Lang's Column. <box>52 1979 203 1994</box>
millinery-sub: SPRING MILLINERY <box>1032 1409 1177 1424</box>
personal-item: We regret to hear of the death of Mr. Moseon Manning, of Carolina township, which occurred on Monday evening. Mr. Manning was several times elected as County Surveyor, which office he was holding at the time of his death. <box>431 1170 606 1264</box>
unity-text: Unity of action and a harmonious support of home institutions goes a long ways in building up a town. <box>820 588 999 624</box>
lang-intro: We would like your attention for a few minutes as no doubt there is something in this column to interest you. Our stock of Summer Apparel is replete with many new and seasonable novelties. <box>38 308 217 379</box>
local-item: Sheriff Tucker brought us a very peculiar shaped egg on Thursday, which has been placed in our collection. <box>236 1081 412 1128</box>
ecg-line-5: Tennessee Wagons, for sale. <box>1274 967 1472 982</box>
gcw-line: We also keep a nice line of <box>1304 534 1442 545</box>
ladies-title: For the Ladies! <box>38 583 170 602</box>
local-item: Flies are the next worse things to our friend that have struck us. Any suggestions as to how they may be got rid of effectively will be gladly received. <box>236 1344 412 1403</box>
commencements-title: Commencements. <box>625 1255 727 1267</box>
newspaper-page <box>31 94 1542 2324</box>
buggy-sig: A. CUTHRELL, <box>1050 1912 1159 1929</box>
personal-item: Rev. J. N. H. Summerell, pastor of the Tarboro Presbyterian Church preached here in the Methodist Church Sunday night. <box>431 686 606 733</box>
nosham-ad <box>820 99 999 584</box>
partner-names <box>1210 1101 1535 1113</box>
moore-notice-title: Notice. <box>1079 582 1130 597</box>
divider <box>1018 1372 1190 1373</box>
buggy-title: THE BEST BUGGY <box>1034 1779 1174 1796</box>
